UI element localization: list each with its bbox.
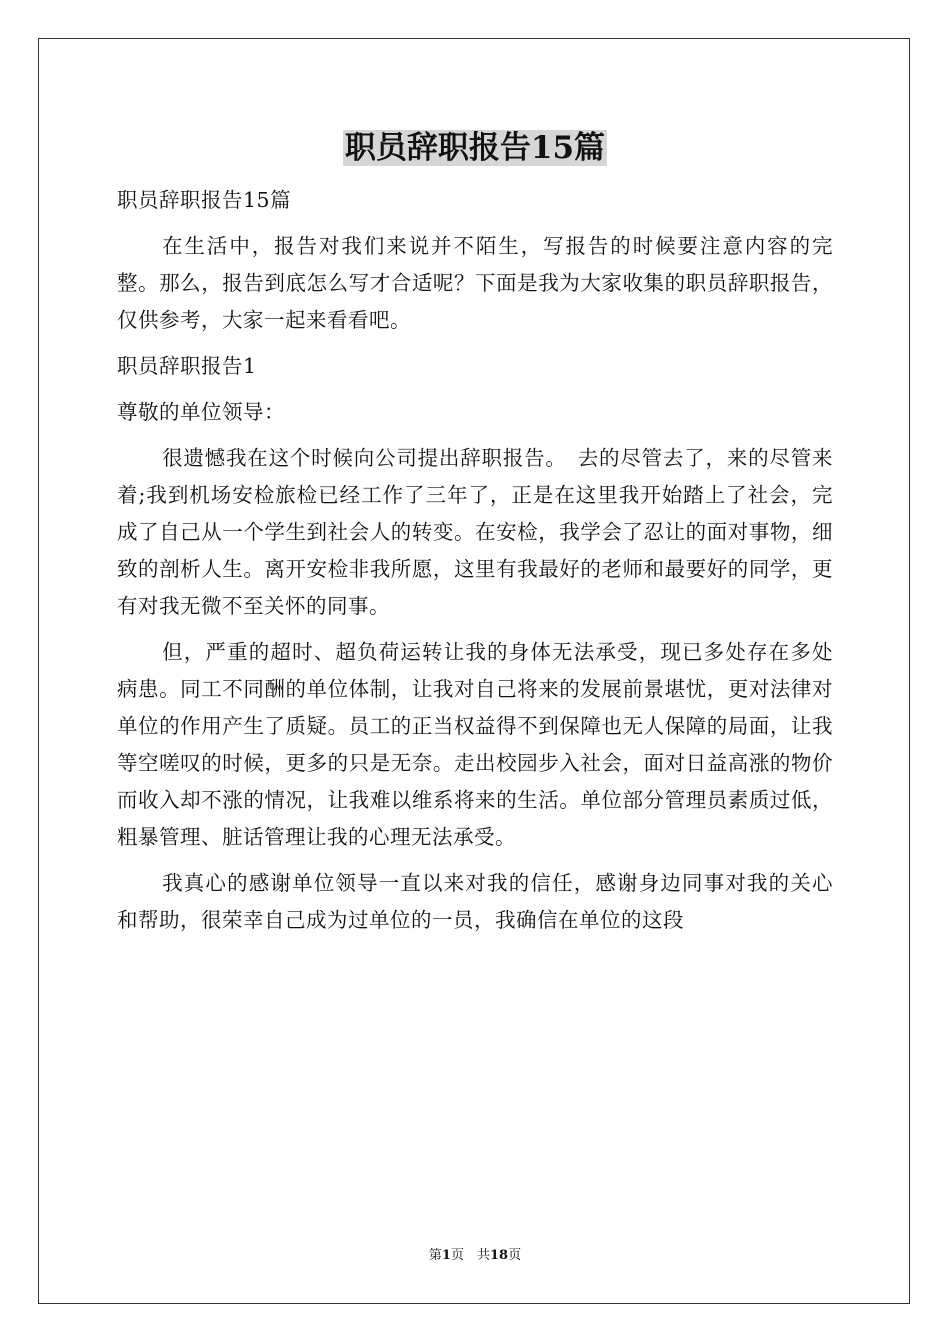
- intro-paragraph: 在生活中，报告对我们来说并不陌生，写报告的时候要注意内容的完整。那么，报告到底怎么写才合适呢？下面是我为大家收集的职员辞职报告，仅供参考，大家一起来看看吧。: [117, 234, 833, 332]
- salutation: 尊敬的单位领导：: [117, 400, 285, 424]
- page-prefix: 第: [428, 1248, 442, 1263]
- page-footer: [0, 1247, 950, 1265]
- body-paragraph: 很遗憾我在这个时候向公司提出辞职报告。 去的尽管去了，来的尽管来着;我到机场安检旅检已经工作了三年了，正是在这里我开始踏上了社会，完成了自己从一个学生到社会人的转变。在安检，我学会了忍让的面对事物，细致的剖析人生。离开安检非我所愿，这里有我最好的老师和最要好的同学，更有对我无微不至关怀的同事。: [117, 446, 833, 618]
- document-body: [117, 182, 833, 939]
- page-mid: 页 共: [450, 1248, 490, 1263]
- document-title-text: 职员辞职报告15篇: [344, 130, 606, 166]
- body-paragraph: 我真心的感谢单位领导一直以来对我的信任，感谢身边同事对我的关心和帮助，很荣幸自己成为过单位的一员，我确信在单位的这段: [117, 871, 833, 932]
- page-suffix: 页: [508, 1248, 522, 1263]
- page-current: 1: [441, 1248, 451, 1263]
- section-heading: 职员辞职报告1: [117, 354, 257, 378]
- subtitle-line: 职员辞职报告15篇: [117, 188, 292, 212]
- document-title: [0, 128, 950, 168]
- body-paragraph: 但，严重的超时、超负荷运转让我的身体无法承受，现已多处存在多处病患。同工不同酬的单位体制，让我对自己将来的发展前景堪忧，更对法律对单位的作用产生了质疑。员工的正当权益得不到保障也无人保障的局面，让我等空嗟叹的时候，更多的只是无奈。走出校园步入社会，面对日益高涨的物价而收入却不涨的情况，让我难以维系将来的生活。单位部分管理员素质过低，粗暴管理、脏话管理让我的心理无法承受。: [117, 640, 833, 849]
- page-total: 18: [489, 1248, 509, 1263]
